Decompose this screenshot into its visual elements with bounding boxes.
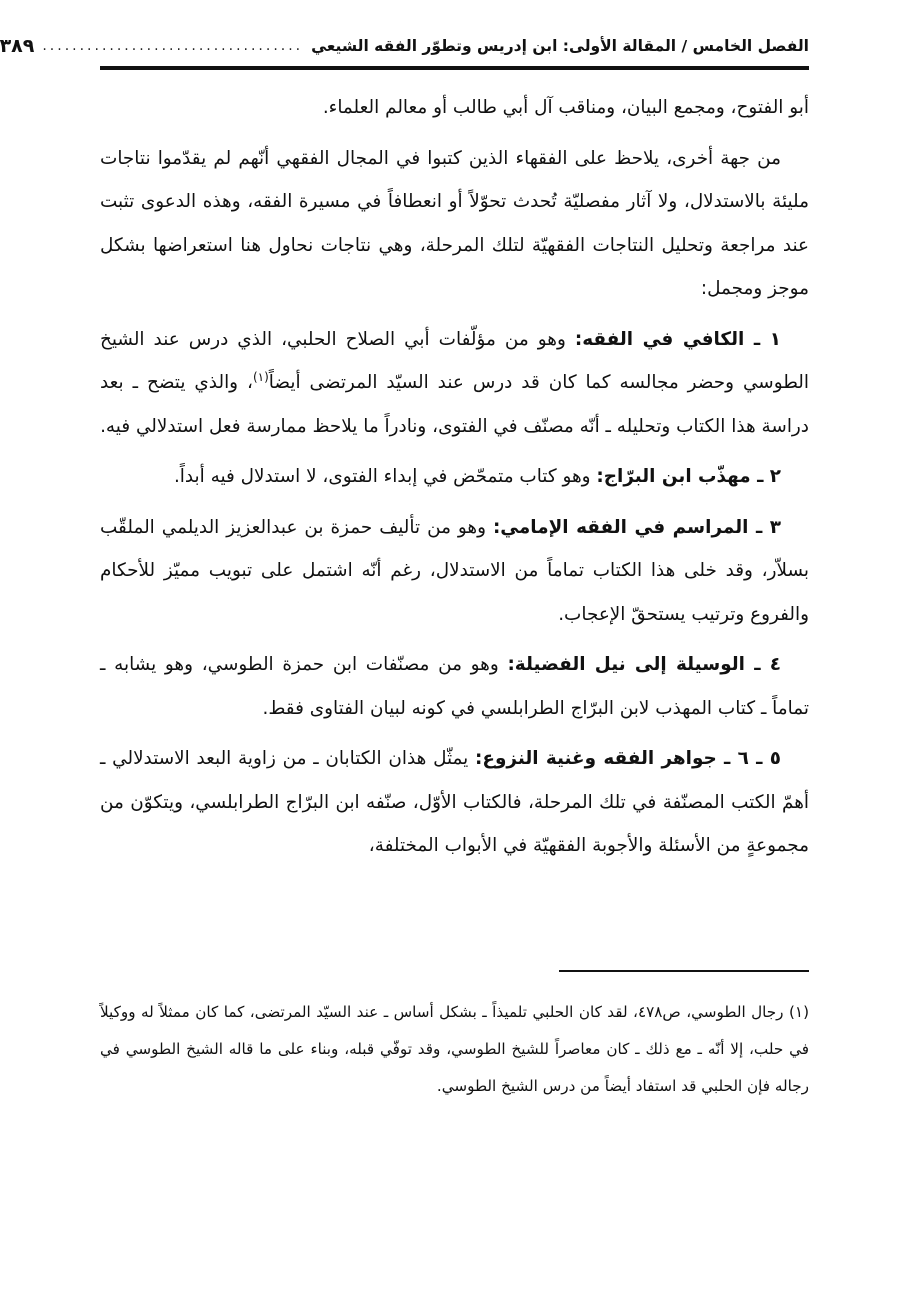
item-text: وهو من مصنّفات ابن حمزة الطوسي، وهو يشابه ـ تماماً ـ كتاب المهذب لابن البرّاج الطرابلسي في كونه لبيان الفتاوى فقط. (100, 654, 809, 719)
page-number: ٣٨٩ (0, 35, 35, 57)
paragraph-1: أبو الفتوح، ومجمع البيان، ومناقب آل أبي طالب أو معالم العلماء. (322, 97, 809, 118)
item-text: وهو من تأليف حمزة بن عبدالعزيز الديلمي الملقّب بسلاّر، وقد خلى هذا الكتاب تماماً من الاستدلال، رغم أنّه اشتمل على تبويب مميّز للأحكام والفروع وترتيب يستحقّ الإعجاب. (100, 516, 809, 625)
leader-dots: ................................... (42, 38, 304, 54)
item-title: ٤ ـ الوسيلة إلى نيل الفضيلة: (507, 654, 781, 675)
footnote-reference: (١) (252, 369, 269, 384)
item-text: يمثّل هذان الكتابان ـ من زاوية البعد الاستدلالي ـ أهمّ الكتب المصنّفة في تلك المرحلة، فالكتاب الأوّل، صنّفه ابن البرّاج الطرابلسي، ويتكوّن من مجموعةٍ من الأسئلة والأجوبة الفقهيّة في الأبواب المختلفة، (100, 748, 809, 856)
item-title: ٥ ـ ٦ ـ جواهر الفقه وغنية النزوع: (475, 748, 781, 769)
item-title: ١ ـ الكافي في الفقه: (574, 328, 781, 350)
running-title: الفصل الخامس / المقالة الأولى: ابن إدريس وتطوّر الفقه الشيعي (311, 37, 809, 55)
item-text: وهو كتاب متمحّض في إبداء الفتوى، لا استدلال فيه أبداً. (173, 466, 591, 487)
footnote-rule (559, 970, 809, 972)
list-item-5 (100, 737, 809, 868)
list-item-1 (100, 318, 809, 449)
header-rule (100, 66, 809, 70)
paragraph-2: من جهة أخرى، يلاحظ على الفقهاء الذين كتبوا في المجال الفقهي أنّهم لم يقدّموا نتاجات مليئة بالاستدلال، ولا آثار مفصليّة تُحدث تحوّلاً أو انعطافاً في مسيرة الفقه، وهذه الدعوى تثبت عند مراجعة وتحليل النتاجات الفقهيّة لتلك المرحلة، وهي نتاجات نحاول هنا استعراضها بشكل موجز ومجمل: (100, 147, 809, 299)
item-title: ٣ ـ المراسم في الفقه الإمامي: (492, 516, 781, 538)
footnotes (100, 994, 809, 1105)
item-title: ٢ ـ مهذّب ابن البرّاج: (596, 466, 781, 487)
running-header (0, 28, 809, 64)
item-text: وهو من مؤلّفات أبي الصلاح الحلبي، الذي درس عند الشيخ الطوسي وحضر مجالسه كما كان قد درس عند السيّد المرتضى أيضاً (100, 328, 809, 393)
item-text-continued: ، والذي يتضح ـ بعد دراسة هذا الكتاب وتحليله ـ أنّه مصنّف في الفتوى، ونادراً ما يلاحظ ممارسة فعل استدلالي فيه. (100, 372, 809, 437)
list-item-2 (100, 455, 809, 499)
footnote-1: (١) رجال الطوسي، ص٤٧٨، لقد كان الحلبي تلميذاً ـ بشكل أساس ـ عند السيّد المرتضى، كما كان ممثلاً له ووكيلاً في حلب، إلا أنّه ـ مع ذلك ـ كان معاصراً للشيخ الطوسي، وقد توفّي قبله، وبناء على ما قاله الشيخ الطوسي في رجاله فإن الحلبي قد استفاد أيضاً من درس الشيخ الطوسي. (100, 1003, 810, 1095)
list-item-4 (100, 643, 809, 730)
list-item-3 (100, 506, 809, 637)
main-text (100, 86, 809, 875)
